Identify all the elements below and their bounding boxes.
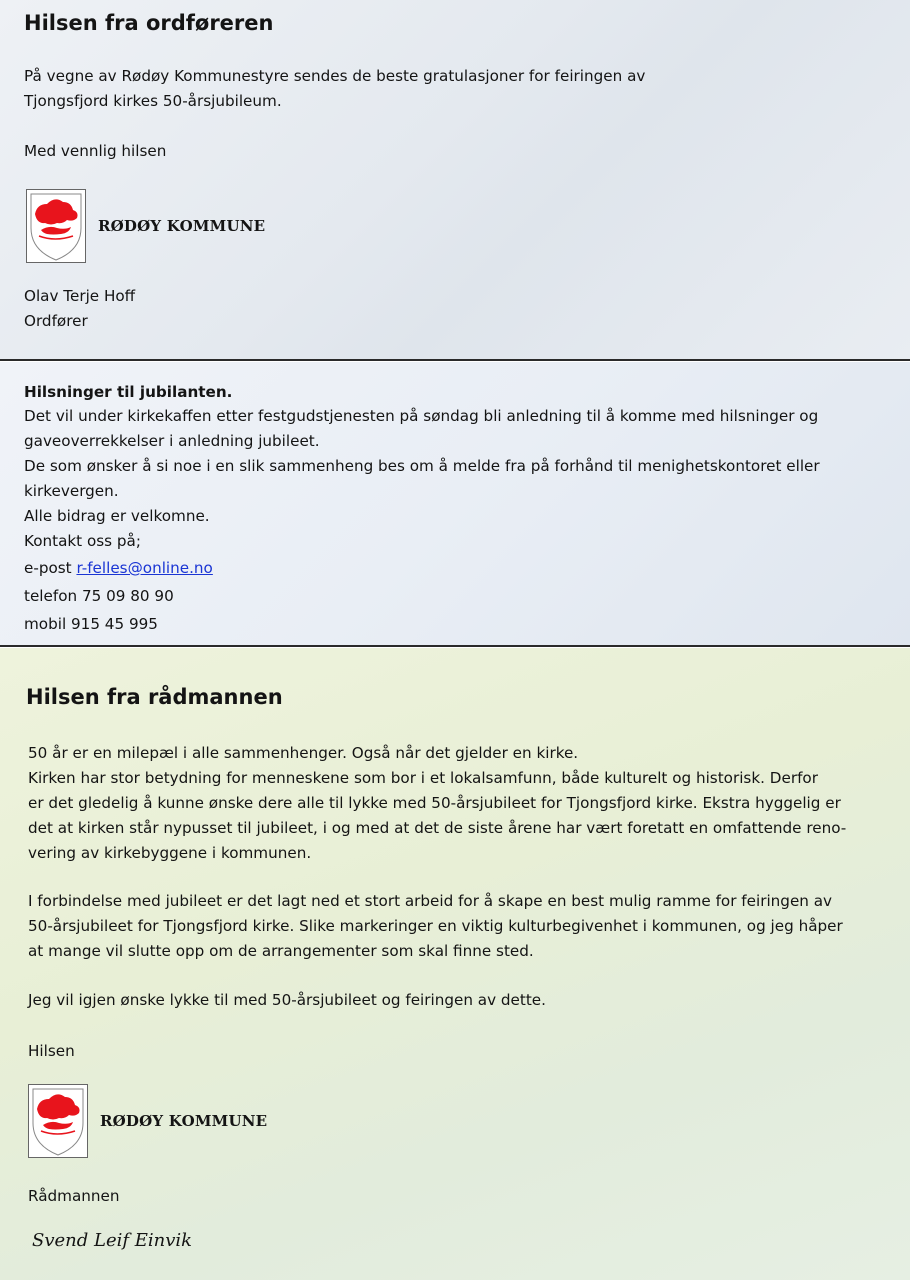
- admin-para3: Jeg vil igjen ønske lykke til med 50-årsjubileet og feiringen av dette.: [28, 991, 546, 1009]
- mayor-greeting-line1: På vegne av Rødøy Kommunestyre sendes de beste gratulasjoner for feiringen av: [24, 67, 646, 85]
- admin-para2-line: 50-årsjubileet for Tjongsfjord kirke. Slike markeringer en viktig kulturbegivenhet i kommunen, og jeg håper: [28, 917, 843, 935]
- mayor-greeting-title: Hilsen fra ordføreren: [24, 11, 274, 35]
- jubilee-line: De som ønsker å si noe i en slik sammenheng bes om å melde fra på forhånd til menighetskontoret eller: [24, 457, 820, 475]
- admin-para2-line: I forbindelse med jubileet er det lagt ned et stort arbeid for å skape en best mulig ramme for feiringen av: [28, 892, 833, 910]
- admin-para2-line: at mange vil slutte opp om de arrangementer som skal finne sted.: [28, 942, 534, 960]
- mayor-closing: Med vennlig hilsen: [24, 142, 167, 160]
- jubilee-line: kirkevergen.: [24, 482, 119, 500]
- admin-para1-line: 50 år er en milepæl i alle sammenhenger. Også når det gjelder en kirke.: [28, 744, 579, 762]
- phone-line: telefon 75 09 80 90: [24, 587, 174, 605]
- admin-para1-line: Kirken har stor betydning for menneskene som bor i et lokalsamfunn, både kulturelt og historisk. Derfor: [28, 769, 818, 787]
- signature: Svend Leif Einvik: [32, 1230, 193, 1251]
- email-label: e-post: [24, 559, 77, 577]
- jubilee-line: Kontakt oss på;: [24, 532, 141, 550]
- jubilee-line: gaveoverrekkelser i anledning jubileet.: [24, 432, 320, 450]
- mobile-line: mobil 915 45 995: [24, 615, 158, 633]
- jubilee-greetings-section: [0, 362, 910, 646]
- mayor-greeting-line2: Tjongsfjord kirkes 50-årsjubileum.: [24, 92, 282, 110]
- email-line: [24, 556, 213, 581]
- admin-closing: Hilsen: [28, 1042, 75, 1060]
- mayor-role: Ordfører: [24, 312, 88, 330]
- municipality-logo: [28, 1084, 267, 1158]
- lion-crest-icon: [26, 189, 86, 263]
- jubilee-line: Alle bidrag er velkomne.: [24, 507, 210, 525]
- email-link[interactable]: r-felles@online.no: [76, 559, 213, 577]
- admin-role: Rådmannen: [28, 1187, 120, 1205]
- admin-greeting-title: Hilsen fra rådmannen: [26, 685, 283, 709]
- section-divider: [0, 645, 910, 647]
- admin-greeting-section: [0, 648, 910, 1280]
- municipality-logo: [26, 189, 265, 263]
- section-divider: [0, 359, 910, 361]
- jubilee-line: Det vil under kirkekaffen etter festgudstjenesten på søndag bli anledning til å komme med hilsninger og: [24, 407, 819, 425]
- municipality-name: RØDØY KOMMUNE: [98, 217, 266, 235]
- admin-para1-line: er det gledelig å kunne ønske dere alle til lykke med 50-årsjubileet for Tjongsfjord kirke. Ekstra hyggelig er: [28, 794, 841, 812]
- jubilee-greetings-title: Hilsninger til jubilanten.: [24, 383, 233, 401]
- municipality-name: RØDØY KOMMUNE: [100, 1112, 268, 1130]
- mayor-greeting-section: [0, 0, 910, 360]
- mayor-name: Olav Terje Hoff: [24, 287, 136, 305]
- admin-para1-line: det at kirken står nypusset til jubileet, i og med at det de siste årene har vært foretatt en omfattende reno-: [28, 819, 847, 837]
- lion-crest-icon: [28, 1084, 88, 1158]
- admin-para1-line: vering av kirkebyggene i kommunen.: [28, 844, 312, 862]
